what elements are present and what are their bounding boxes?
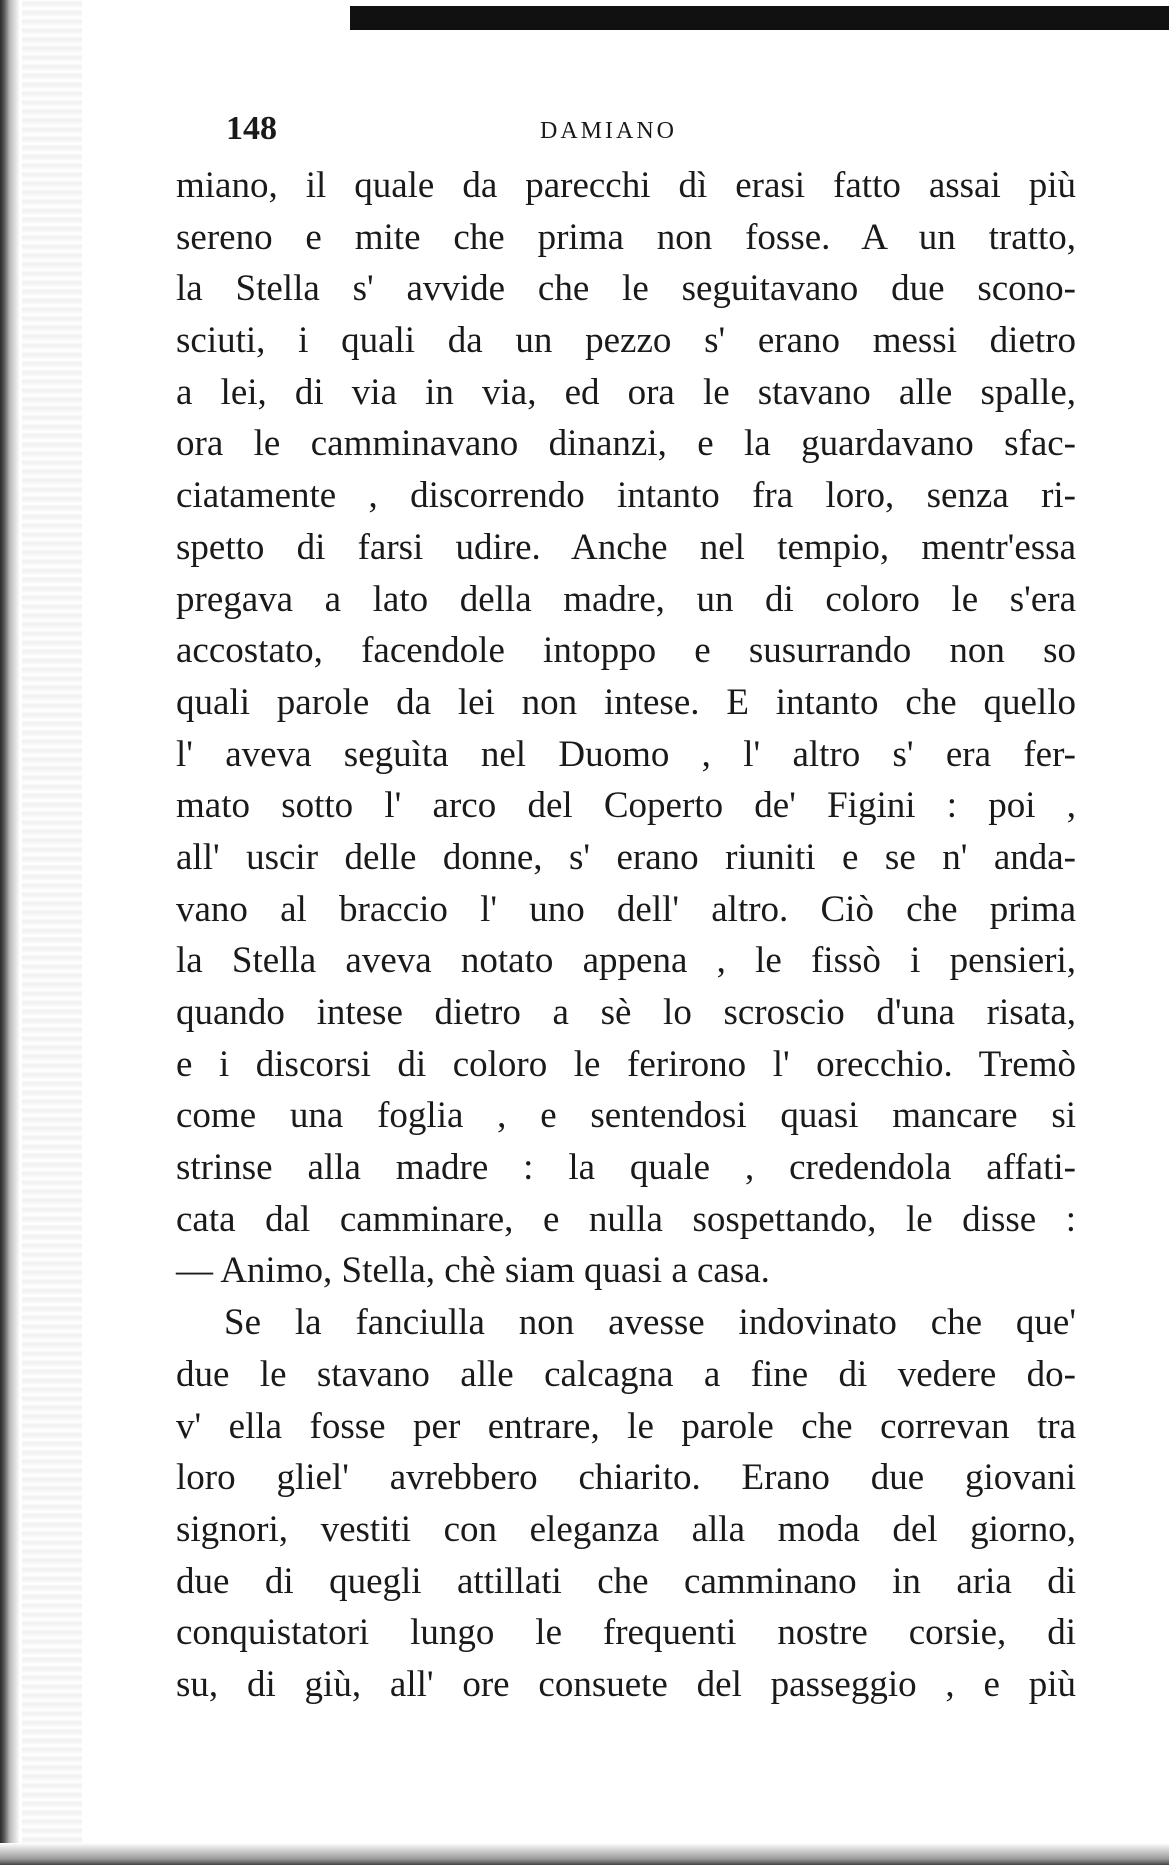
text-line: su, di giù, all' ore consuete del passeggio , e più [176, 1663, 1076, 1705]
text-line: la Stella aveva notato appena , le fissò i pensieri, [176, 940, 1076, 982]
text-line: la Stella s' avvide che le seguitavano due scono- [176, 268, 1076, 310]
page-top-edge-shadow [350, 6, 1169, 30]
text-line: sciuti, i quali da un pezzo s' erano messi dietro [176, 320, 1076, 362]
text-line: due le stavano alle calcagna a fine di vedere do- [176, 1353, 1076, 1395]
page-binding-texture [22, 0, 82, 1865]
paragraph-start-line: Se la fanciulla non avesse indovinato che que' [224, 1302, 1076, 1344]
page-header [0, 110, 1169, 160]
text-line: sereno e mite che prima non fosse. A un tratto, [176, 216, 1076, 258]
text-line: ciatamente , discorrendo intanto fra loro, senza ri- [176, 475, 1076, 517]
text-line: come una foglia , e sentendosi quasi mancare si [176, 1095, 1076, 1137]
text-line: l' aveva seguìta nel Duomo , l' altro s' era fer- [176, 733, 1076, 775]
page-left-edge-shadow [0, 0, 22, 1865]
text-line: loro gliel' avrebbero chiarito. Erano due giovani [176, 1457, 1076, 1499]
text-line: cata dal camminare, e nulla sospettando, le disse : [176, 1198, 1076, 1240]
page-number: 148 [226, 110, 277, 147]
running-head: DAMIANO [540, 118, 677, 144]
text-line: quando intese dietro a sè lo scroscio d'una risata, [176, 992, 1076, 1033]
text-line: pregava a lato della madre, un di coloro le s'era [176, 578, 1076, 620]
text-line: mato sotto l' arco del Coperto de' Figini : poi , [176, 785, 1076, 827]
text-line: all' uscir delle donne, s' erano riuniti e se n' anda- [176, 836, 1076, 878]
body-text [176, 160, 1076, 1711]
text-line: accostato, facendole intoppo e susurrando non so [176, 630, 1076, 672]
text-line: miano, il quale da parecchi dì erasi fatto assai più [176, 165, 1076, 206]
text-line: spetto di farsi udire. Anche nel tempio, mentr'essa [176, 526, 1076, 568]
text-line: a lei, di via in via, ed ora le stavano alle spalle, [176, 371, 1076, 413]
text-line: signori, vestiti con eleganza alla moda del giorno, [176, 1508, 1076, 1550]
page-bottom-edge-shadow [0, 1843, 1169, 1865]
text-line: due di quegli attillati che camminano in aria di [176, 1560, 1076, 1602]
text-line: ora le camminavano dinanzi, e la guardavano sfac- [176, 423, 1076, 465]
text-line: v' ella fosse per entrare, le parole che correvan tra [176, 1405, 1076, 1447]
dialogue-line: — Animo, Stella, chè siam quasi a casa. [176, 1250, 770, 1292]
text-line: e i discorsi di coloro le ferirono l' orecchio. Tremò [176, 1043, 1076, 1085]
text-line: conquistatori lungo le frequenti nostre corsie, di [176, 1612, 1076, 1654]
text-line: quali parole da lei non intese. E intanto che quello [176, 681, 1076, 723]
text-line: strinse alla madre : la quale , credendola affati- [176, 1147, 1076, 1189]
text-line: vano al braccio l' uno dell' altro. Ciò che prima [176, 888, 1076, 930]
